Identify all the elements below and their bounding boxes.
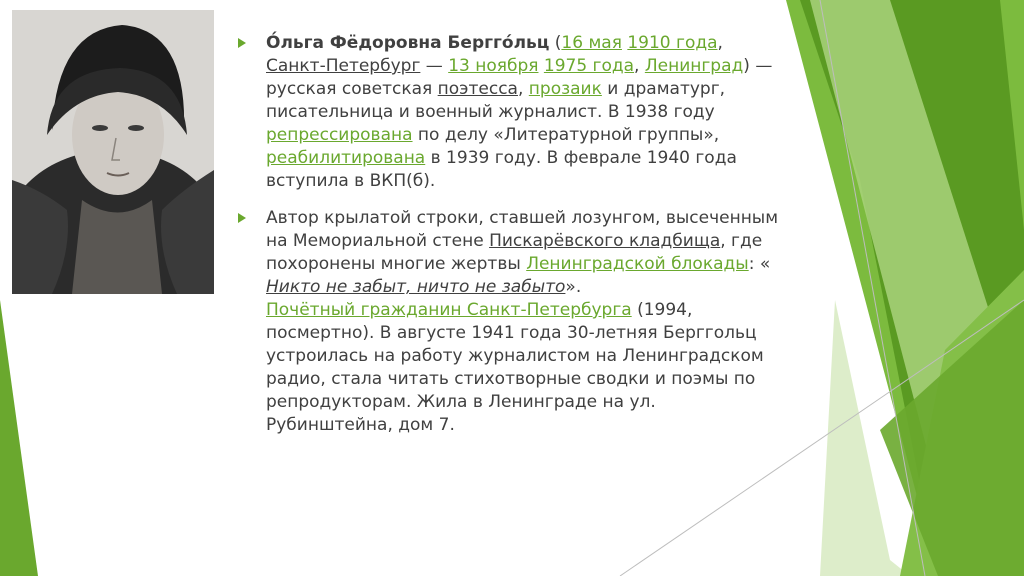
text: русская советская [266,79,438,99]
text: (1994, [631,300,693,320]
text: : « [748,254,771,274]
bullet-arrow-icon [238,38,246,48]
link-13-november[interactable]: 13 ноября [448,56,539,76]
text: ) — [743,56,773,76]
bullet-biography [238,32,798,193]
link-1910[interactable]: 1910 года [627,33,718,53]
text: похоронены многие жертвы [266,254,527,274]
text: и драматург, [601,79,726,99]
text: , [517,79,529,99]
text: ( [549,33,562,53]
bullet-arrow-icon [238,213,246,223]
left-green-shape [0,300,38,576]
text: вступила в ВКП(б). [266,171,436,191]
text: Автор крылатой строки, ставшей лозунгом, высеченным [266,208,779,228]
text: , где [720,231,763,251]
text: посмертно). В августе 1941 года 30-летняя Берггольц [266,323,757,343]
link-poetess[interactable]: поэтесса [437,79,518,99]
text: — [420,56,449,76]
bullet-legacy [238,207,798,437]
text: Рубинштейна, дом 7. [266,415,455,435]
link-slogan[interactable]: Никто не забыт, ничто не забыто [266,277,566,297]
link-saint-petersburg[interactable]: Санкт-Петербург [266,56,421,76]
text: по делу «Литературной группы», [412,125,720,145]
link-16-may[interactable]: 16 мая [561,33,622,53]
slide-text [238,32,798,451]
text: ». [565,277,582,297]
text: репродукторам. Жила в Ленинграде на ул. [266,392,656,412]
portrait-photo [12,10,214,294]
link-leningrad[interactable]: Ленинград [644,56,744,76]
link-leningrad-blockade[interactable]: Ленинградской блокады [526,254,749,274]
text: устроилась на работу журналистом на Ленинградском [266,346,764,366]
link-1975[interactable]: 1975 года [543,56,635,76]
link-piskaryovskoye-cemetery[interactable]: Пискарёвского кладбища [489,231,721,251]
link-repressed[interactable]: репрессирована [266,125,413,145]
text: писательница и военный журналист. В 1938 году [266,102,715,122]
text: , [717,33,723,53]
text: на Мемориальной стене [266,231,490,251]
link-rehabilitated[interactable]: реабилитирована [266,148,426,168]
text: в 1939 году. В феврале 1940 года [425,148,737,168]
person-name: О́льга Фёдоровна Берггóльц [266,33,550,53]
link-prose-writer[interactable]: прозаик [528,79,602,99]
link-honorary-citizen[interactable]: Почётный гражданин Санкт-Петербурга [266,300,632,320]
text: , [634,56,645,76]
text: радио, стала читать стихотворные сводки и поэмы по [266,369,756,389]
